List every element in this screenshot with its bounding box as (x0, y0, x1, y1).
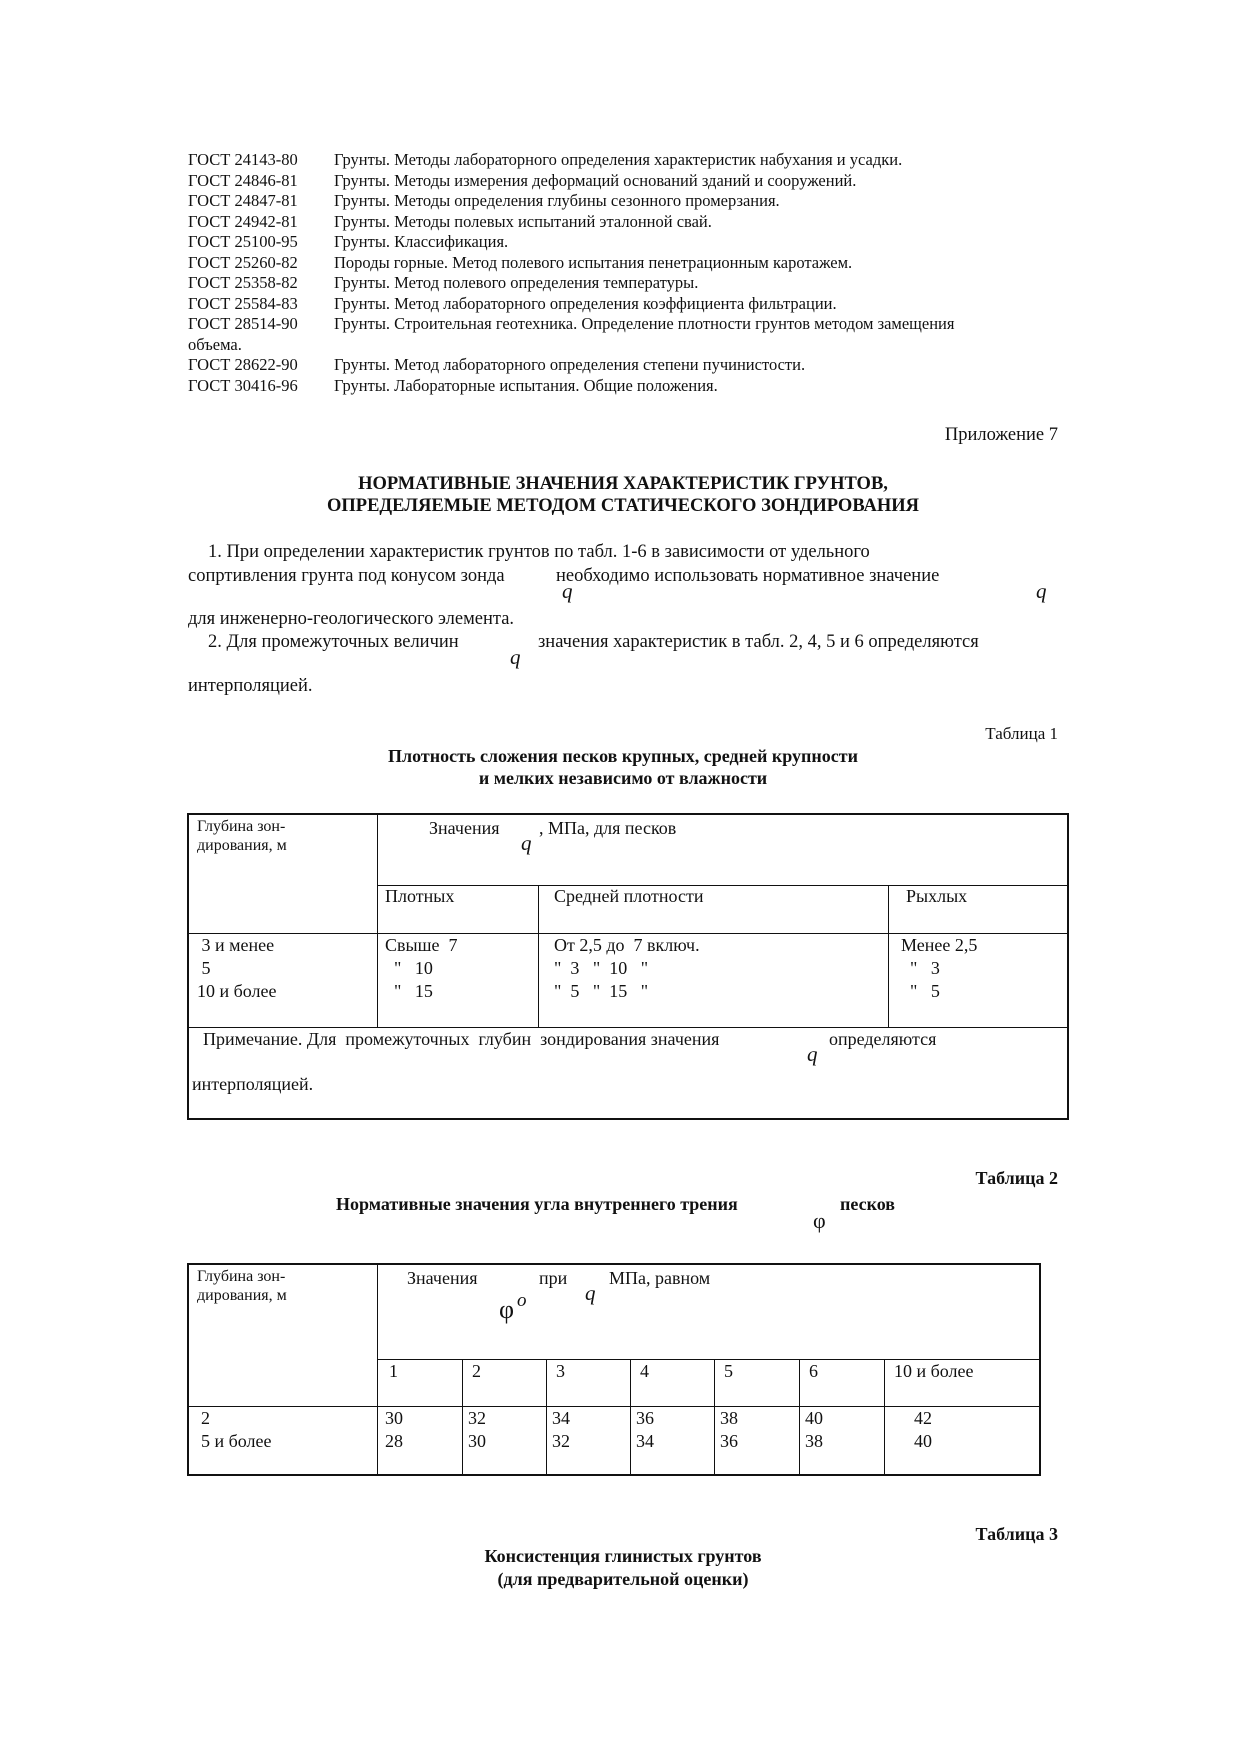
column-header-dense: Плотных (385, 886, 455, 906)
medium-values: От 2,5 до 7 включ. " 3 " 10 " " 5 " 15 " (554, 935, 700, 1001)
table-1-label: Таблица 1 (985, 724, 1058, 743)
reference-item (188, 253, 1058, 274)
table-divider (630, 1359, 631, 1474)
table-3-label: Таблица 3 (975, 1524, 1058, 1544)
paragraph-1-text-b: необходимо использовать нормативное значение (556, 566, 940, 586)
paragraph-2-line1 (188, 631, 1058, 653)
reference-item (188, 273, 1058, 294)
paragraph-2-line2: интерполяцией. (188, 676, 313, 696)
q-symbol: q (510, 645, 521, 669)
q-symbol: q (521, 831, 532, 855)
reference-code: ГОСТ 24942-81 (188, 211, 298, 231)
values-header: Значения (407, 1268, 478, 1288)
reference-item (188, 314, 1058, 335)
paragraph-2-text-b: значения характеристик в табл. 2, 4, 5 и 6 определяются (538, 632, 979, 652)
table-cell: 28 (385, 1431, 403, 1451)
reference-title: Грунты. Метод полевого определения температуры. (334, 273, 699, 292)
reference-code: ГОСТ 28622-90 (188, 355, 298, 374)
depth-cell: 2 (201, 1408, 210, 1428)
q-symbol: q (585, 1281, 596, 1305)
reference-list (188, 150, 1058, 396)
table-divider (538, 885, 539, 1028)
appendix-label: Приложение 7 (944, 425, 1058, 445)
table-1-note-cont: интерполяцией. (192, 1074, 314, 1094)
table-divider (377, 1265, 378, 1474)
table-cell: 32 (468, 1408, 486, 1428)
reference-item (188, 191, 1058, 212)
reference-item (188, 171, 1058, 192)
table-cell: 30 (468, 1431, 486, 1451)
phi-symbol: φ (499, 1295, 515, 1324)
dense-values: Свыше 7 " 10 " 15 (385, 935, 458, 1001)
table-3-title-line1: Консистенция глинистых грунтов (484, 1546, 762, 1566)
table-cell: 40 (805, 1408, 823, 1428)
column-header: 1 (389, 1361, 398, 1381)
paragraph-1-line2 (188, 565, 1058, 587)
reference-title: Грунты. Метод лабораторного определения коэффициента фильтрации. (334, 293, 837, 313)
table-2-label: Таблица 2 (975, 1168, 1058, 1188)
table-2-title-text: Нормативные значения угла внутреннего трения (336, 1194, 738, 1214)
table-divider (189, 1406, 1039, 1407)
table-1-title-line2: и мелких независимо от влажности (478, 768, 768, 788)
column-header: 10 и более (894, 1361, 974, 1381)
column-header: 5 (724, 1361, 733, 1381)
table-divider (888, 885, 889, 1028)
values-header-at: при (539, 1268, 568, 1288)
reference-code: ГОСТ 24143-80 (188, 150, 298, 169)
reference-item (188, 376, 1058, 397)
reference-item (188, 355, 1058, 376)
column-header-medium: Средней плотности (554, 886, 704, 906)
table-divider (714, 1359, 715, 1474)
values-header: Значения (429, 818, 500, 838)
reference-title: Грунты. Строительная геотехника. Определение плотности грунтов методом замещения (334, 314, 955, 333)
values-header-unit: , МПа, для песков (539, 818, 677, 838)
depth-header: Глубина зон- дирования, м (197, 1268, 287, 1304)
column-header: 3 (556, 1361, 565, 1381)
table-1-note-end: определяются (829, 1029, 937, 1049)
table-cell: 30 (385, 1408, 403, 1428)
reference-title: Грунты. Методы определения глубины сезонного промерзания. (334, 191, 780, 210)
reference-title: Грунты. Методы полевых испытаний эталонной свай. (334, 211, 712, 231)
reference-code: ГОСТ 30416-96 (188, 375, 298, 395)
phi-symbol: φ (813, 1208, 826, 1233)
reference-item (188, 212, 1058, 233)
table-divider (884, 1359, 885, 1474)
depth-cell: 5 и более (201, 1431, 272, 1451)
q-symbol: q (1036, 579, 1047, 603)
reference-code: ГОСТ 24846-81 (188, 170, 298, 190)
paragraph-2-text-a: 2. Для промежуточных величин (208, 632, 459, 652)
degree-symbol: o (517, 1290, 527, 1311)
reference-title-cont: объема. (188, 334, 242, 354)
table-3-title-line2: (для предварительной оценки) (497, 1569, 749, 1589)
q-symbol: q (562, 579, 573, 603)
table-cell: 40 (914, 1431, 932, 1451)
reference-item (188, 294, 1058, 315)
table-divider (799, 1359, 800, 1474)
table-2 (187, 1263, 1041, 1476)
table-cell: 38 (720, 1408, 738, 1428)
table-1-note: Примечание. Для промежуточных глубин зондирования значения (203, 1029, 720, 1049)
reference-title: Грунты. Классификация. (334, 232, 509, 251)
reference-code: ГОСТ 28514-90 (188, 314, 298, 333)
paragraph-1-line3: для инженерно-геологического элемента. (188, 609, 515, 629)
table-divider (462, 1359, 463, 1474)
reference-code: ГОСТ 25358-82 (188, 273, 298, 292)
paragraph-1-text-a: сопртивления грунта под конусом зонда (188, 566, 505, 586)
column-header: 2 (472, 1361, 481, 1381)
reference-title: Грунты. Метод лабораторного определения степени пучинистости. (334, 355, 806, 374)
depth-header: Глубина зон- дирования, м (197, 818, 287, 854)
table-2-title-end: песков (840, 1194, 895, 1214)
column-header: 6 (809, 1361, 818, 1381)
q-symbol: q (807, 1042, 818, 1066)
column-header-loose: Рыхлых (906, 886, 968, 906)
table-divider (546, 1359, 547, 1474)
values-header-unit: МПа, равном (609, 1268, 711, 1288)
section-title-line1: НОРМАТИВНЫЕ ЗНАЧЕНИЯ ХАРАКТЕРИСТИК ГРУНТОВ, (358, 474, 888, 494)
table-cell: 36 (720, 1431, 738, 1451)
section-title-line2: ОПРЕДЕЛЯЕМЫЕ МЕТОДОМ СТАТИЧЕСКОГО ЗОНДИРОВАНИЯ (327, 496, 919, 516)
table-1-title-line1: Плотность сложения песков крупных, средней крупности (388, 746, 858, 766)
table-cell: 32 (552, 1431, 570, 1451)
reference-title: Грунты. Лабораторные испытания. Общие положения. (334, 375, 718, 395)
reference-item (188, 232, 1058, 253)
reference-title: Грунты. Методы измерения деформаций оснований зданий и сооружений. (334, 170, 857, 190)
paragraph-1-line1: 1. При определении характеристик грунтов по табл. 1-6 в зависимости от удельного (208, 542, 870, 562)
reference-code: ГОСТ 25584-83 (188, 293, 298, 313)
reference-code: ГОСТ 25100-95 (188, 232, 298, 251)
reference-title: Породы горные. Метод полевого испытания пенетрационным каротажем. (334, 252, 853, 272)
table-cell: 34 (552, 1408, 570, 1428)
table-1 (187, 813, 1069, 1120)
reference-item (188, 150, 1058, 171)
table-cell: 36 (636, 1408, 654, 1428)
table-cell: 38 (805, 1431, 823, 1451)
table-cell: 42 (914, 1408, 932, 1428)
column-header: 4 (640, 1361, 649, 1381)
reference-code: ГОСТ 25260-82 (188, 252, 298, 272)
reference-code: ГОСТ 24847-81 (188, 191, 298, 210)
depth-values: 3 и менее 5 10 и более (197, 935, 277, 1001)
table-cell: 34 (636, 1431, 654, 1451)
reference-title: Грунты. Методы лабораторного определения характеристик набухания и усадки. (334, 150, 903, 169)
table-divider (377, 815, 378, 1028)
loose-values: Менее 2,5 " 3 " 5 (901, 935, 978, 1001)
